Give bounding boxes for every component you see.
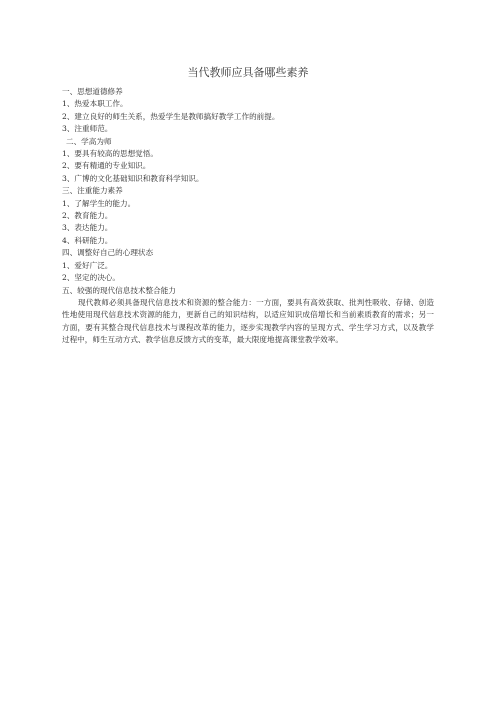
section-heading: 四、调整好自己的心理状态 bbox=[62, 248, 154, 258]
list-item: 2、要有精通的专业知识。 bbox=[62, 161, 151, 171]
list-item: 3、广博的文化基础知识和教育科学知识。 bbox=[62, 173, 204, 183]
list-item: 3、表达能力。 bbox=[62, 223, 113, 233]
list-item: 2、坚定的决心。 bbox=[62, 273, 120, 283]
section-heading: 一、思想道德修养 bbox=[62, 87, 123, 96]
list-item: 2、教育能力。 bbox=[62, 211, 113, 221]
section-paragraph: 现代教师必须具备现代信息技术和资源的整合能力：一方面，要具有高效获取、批判性吸收、存储、创造性地使用现代信息技术资源的能力，更新自己的知识结构，以适应知识成倍增长和当前素质教育的需求；另一方面，要有其整合现代信息技术与课程改革的能力，逐步实现教学内容的呈现方式、学生学习方式，以及教学过程中，师生互动方式、教学信息反馈方式的变革，最大限度地提高课堂教学效率。 bbox=[62, 297, 434, 345]
document-body bbox=[62, 86, 434, 347]
section-heading: 二、学高为师 bbox=[66, 136, 112, 146]
document-title: 当代教师应具备哪些素养 bbox=[187, 66, 309, 79]
list-item: 4、科研能力。 bbox=[62, 235, 113, 245]
section-heading: 三、注重能力素养 bbox=[62, 186, 123, 196]
list-item: 2、建立良好的师生关系，热爱学生是教师搞好教学工作的前提。 bbox=[62, 111, 280, 121]
list-item: 1、爱好广泛。 bbox=[62, 260, 113, 270]
section-heading: 五、较强的现代信息技术整合能力 bbox=[62, 285, 176, 295]
list-item: 1、热爱本职工作。 bbox=[62, 99, 128, 109]
list-item: 1、了解学生的能力。 bbox=[62, 198, 136, 208]
list-item: 3、注重师范。 bbox=[62, 124, 113, 134]
list-item: 1、要具有较高的思想觉悟。 bbox=[62, 149, 158, 159]
